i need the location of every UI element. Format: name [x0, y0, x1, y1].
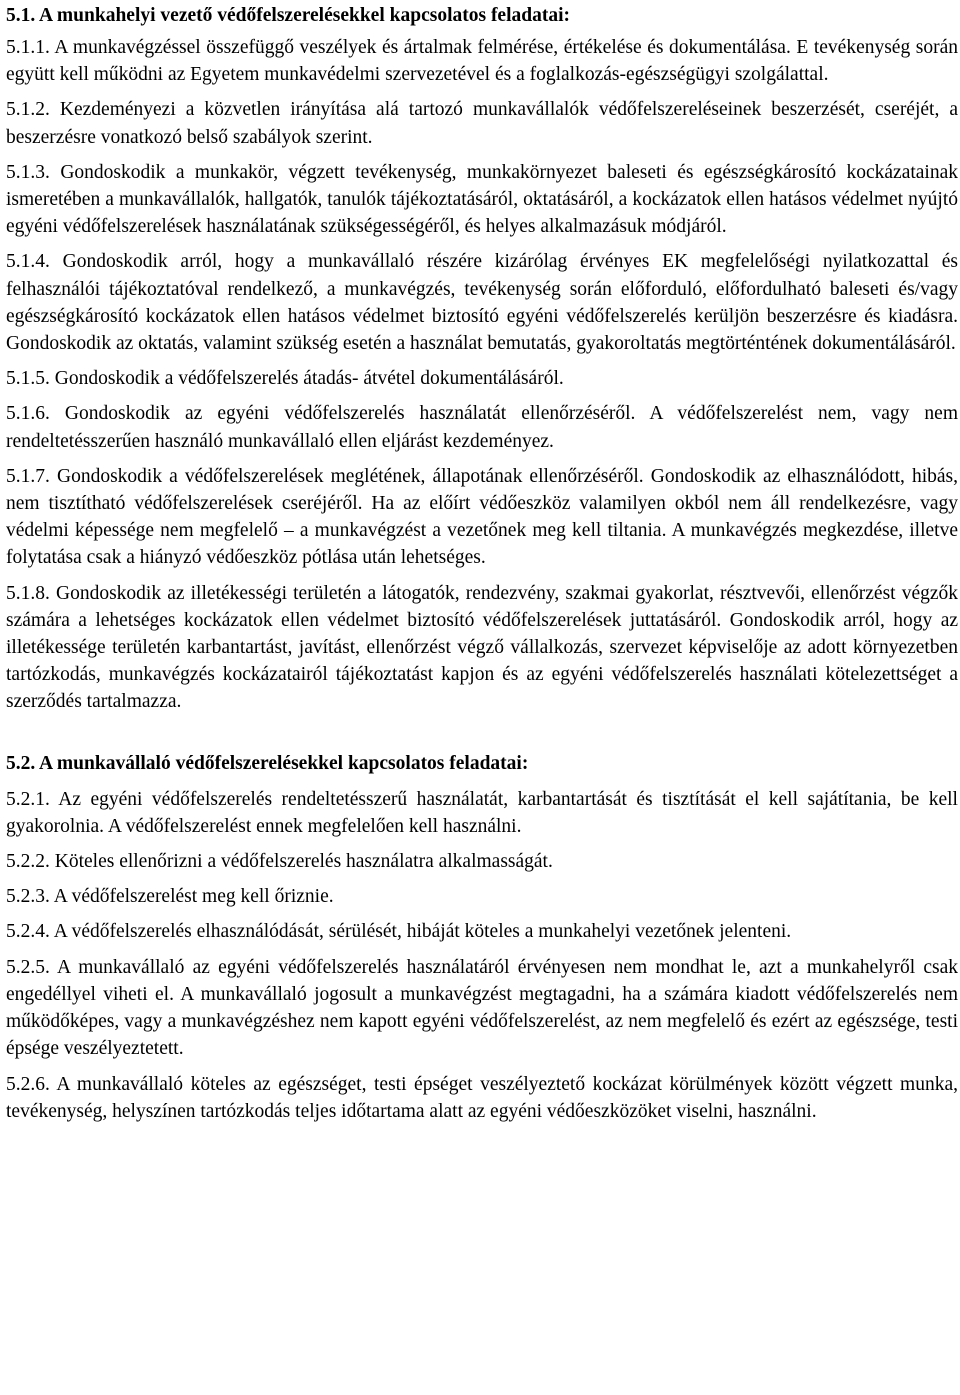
paragraph-number: 5.2.1.: [6, 788, 50, 810]
paragraph-number: 5.1.2.: [6, 99, 50, 121]
paragraph-text: Gondoskodik arról, hogy a munkavállaló részére kizárólag érvényes EK megfelelőségi nyilatkozattal és felhasználói tájékoztatóval rendelkező, a munkavégzés, tevékenység során előforduló, előfordulható baleseti és/vagy egészségkárosító kockázatok ellen hatásos védelmet biztosító egyéni védőfelszerelés kerüljön beszerzésre és kiadásra. Gondoskodik az oktatás, valamint szükség esetén a használat bemutatás, gyakoroltatás megtörténtének dokumentálásáról.: [6, 251, 958, 355]
paragraph-5-2-6: [6, 1071, 958, 1125]
paragraph-text: A védőfelszerelés elhasználódását, sérülését, hibáját köteles a munkahelyi vezetőnek jelenteni.: [53, 921, 792, 943]
paragraph-number: 5.1.8.: [6, 582, 50, 604]
paragraph-number: 5.1.6.: [6, 403, 50, 425]
paragraph-5-2-4: [6, 918, 958, 945]
paragraph-5-1-4: [6, 248, 958, 357]
paragraph-number: 5.2.3.: [6, 886, 50, 908]
paragraph-number: 5.2.5.: [6, 956, 50, 978]
document-page: [6, 0, 958, 1133]
paragraph-text: Gondoskodik a védőfelszerelések meglétének, állapotának ellenőrzéséről. Gondoskodik az elhasználódott, hibás, nem tisztítható védőfelszerelések cseréjéről. Ha az előírt védőeszköz valamilyen okból nem áll rendelkezésre, vagy védelmi képessége nem megfelelő – a munkavégzést a vezetőnek meg kell tiltania. A munkavégzés megkezdése, illetve folytatása csak a hiányzó védőeszköz pótlása után lehetséges.: [6, 465, 959, 569]
paragraph-text: A munkavégzéssel összefüggő veszélyek és ártalmak felmérése, értékelése és dokumentálása. E tevékenység során együtt kell működni az Egyetem munkavédelmi szervezetével és a foglalkozás-egészségügyi szolgálattal.: [6, 37, 958, 86]
paragraph-text: Gondoskodik az egyéni védőfelszerelés használatát ellenőrzéséről. A védőfelszerelést nem, vagy nem rendeltetésszerűen használó munkavállaló ellen eljárást kezdeményez.: [6, 403, 959, 452]
paragraph-5-2-1: [6, 786, 958, 840]
paragraph-5-2-3: [6, 883, 958, 910]
paragraph-text: Kezdeményezi a közvetlen irányítása alá tartozó munkavállalók védőfelszereléseinek beszerzését, cseréjét, a beszerzésre vonatkozó belső szabályok szerint.: [6, 99, 958, 148]
paragraph-5-2-5: [6, 954, 958, 1063]
paragraph-text: A védőfelszerelést meg kell őriznie.: [53, 886, 334, 908]
paragraph-5-1-3: [6, 159, 958, 241]
section-heading-5-1: 5.1. A munkahelyi vezető védőfelszerelésekkel kapcsolatos feladatai:: [6, 5, 571, 26]
paragraph-number: 5.1.5.: [6, 368, 50, 390]
section-heading-5-2: 5.2. A munkavállaló védőfelszerelésekkel kapcsolatos feladatai:: [6, 752, 529, 774]
paragraph-number: 5.1.4.: [6, 251, 50, 273]
paragraph-number: 5.2.4.: [6, 921, 50, 943]
paragraph-number: 5.1.7.: [6, 465, 50, 487]
paragraph-text: Az egyéni védőfelszerelés rendeltetésszerű használatát, karbantartását és tisztítását el kell sajátítania, be kell gyakorolnia. A védőfelszerelést ennek megfelelően kell használni.: [6, 788, 958, 837]
paragraph-5-2-2: [6, 848, 958, 875]
paragraph-text: A munkavállaló az egyéni védőfelszerelés használatáról érvényesen nem mondhat le, azt a munkahelyről csak engedéllyel viheti el. A munkavállaló jogosult a munkavégzést megtagadni, ha a számára kiadott védőfelszerelés nem működőképes, vagy a munkavégzéshez nem kapott egyéni védőfelszerelést, az nem megfelelő és ezért az egészsége, testi épsége veszélyeztetett.: [6, 956, 958, 1060]
paragraph-5-1-7: [6, 463, 958, 572]
paragraph-5-1-5: [6, 365, 958, 392]
paragraph-5-1-8: [6, 580, 958, 716]
paragraph-text: A munkavállaló köteles az egészséget, testi épséget veszélyeztető kockázat körülmények között végzett munka, tevékenység, helyszínen tartózkodás teljes időtartama alatt az egyéni védőeszközöket viselni, használni.: [6, 1073, 958, 1122]
paragraph-text: Gondoskodik az illetékességi területén a látogatók, rendezvény, szakmai gyakorlat, résztvevői, ellenőrzést végzők számára a lehetséges kockázatok ellen védelmet biztosító védőfelszerelések juttatásáról. Gondoskodik arról, hogy az illetékessége területén karbantartást, javítást, ellenőrzést végző vállalkozás, szervezet képviselője az adott környezetben tartózkodás, munkavégzés kockázatairól tájékoztatást kapjon és az egyéni védőfelszerelés használati kötelezettséget a szerződés tartalmazza.: [6, 582, 958, 713]
paragraph-text: Köteles ellenőrizni a védőfelszerelés használatra alkalmasságát.: [54, 851, 553, 873]
paragraph-number: 5.2.6.: [6, 1073, 50, 1095]
paragraph-5-1-6: [6, 400, 958, 454]
paragraph-number: 5.1.3.: [6, 161, 50, 183]
paragraph-5-1-2: [6, 96, 958, 150]
paragraph-text: Gondoskodik a védőfelszerelés átadás- átvétel dokumentálásáról.: [54, 368, 564, 390]
paragraph-number: 5.1.1.: [6, 37, 50, 58]
paragraph-number: 5.2.2.: [6, 851, 50, 873]
paragraph-5-1-1: [6, 34, 958, 88]
paragraph-text: Gondoskodik a munkakör, végzett tevékenység, munkakörnyezet baleseti és egészségkárosító kockázatainak ismeretében a munkavállalók, hallgatók, tanulók tájékoztatásáról, oktatásáról, a kockázatok ellen hatásos védelmet nyújtó egyéni védőfelszerelések használatának szükségességéről, és helyes alkalmazásuk módjáról.: [6, 161, 959, 238]
